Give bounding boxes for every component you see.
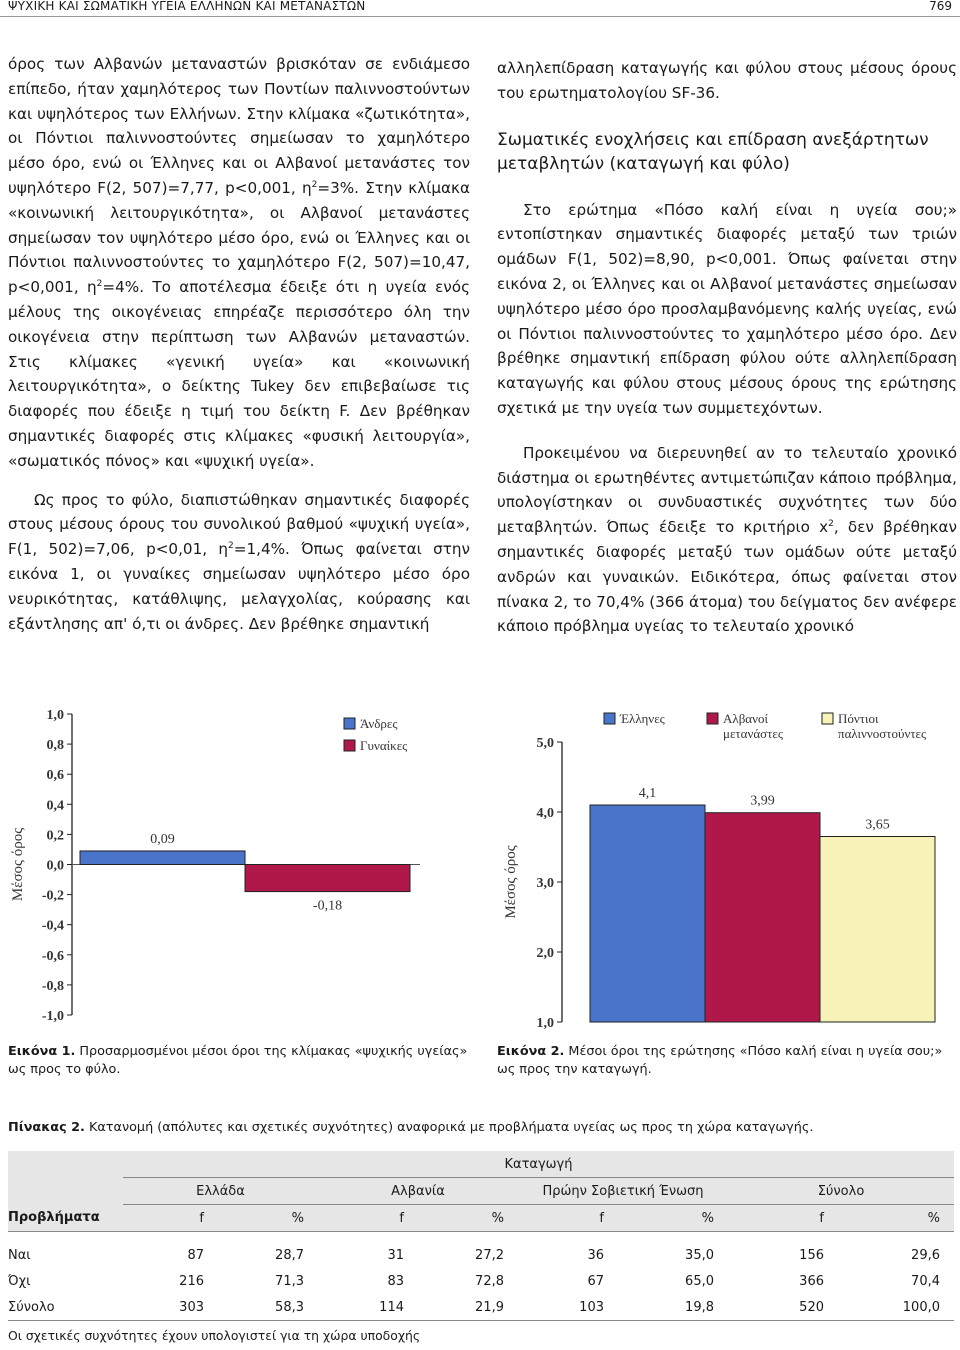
data-label: 0,09 bbox=[150, 831, 175, 847]
table-cell: 35,0 bbox=[685, 1247, 714, 1263]
bar bbox=[820, 837, 935, 1023]
row-header: Προβλήματα bbox=[8, 1210, 100, 1226]
sub-header: f bbox=[399, 1210, 404, 1226]
data-label: -0,18 bbox=[312, 898, 343, 914]
y-axis-title: Μέσος όρος bbox=[10, 827, 26, 902]
table-cell: 72,8 bbox=[475, 1273, 504, 1289]
legend-swatch bbox=[707, 713, 718, 724]
table-row bbox=[8, 1268, 954, 1294]
legend-label-line: μετανάστες bbox=[723, 726, 783, 741]
right-paragraph-1: αλληλεπίδραση καταγωγής και φύλου στους μέσους όρους του ερωτηματολογίου SF-36. bbox=[497, 59, 957, 102]
table-cell: 27,2 bbox=[475, 1247, 504, 1263]
legend-swatch bbox=[344, 740, 355, 751]
y-tick-label: 0,6 bbox=[46, 768, 64, 784]
table-caption: Πίνακας 2. Κατανομή (απόλυτες και σχετικές συχνότητες) αναφορικά με προβλήματα υγείας ως προς τη χώρα καταγωγής. bbox=[8, 1120, 814, 1135]
left-paragraph-1: όρος των Αλβανών μεταναστών βρισκόταν σε ενδιάμεσο επίπεδο, ήταν χαμηλότερος των Ποντίων παλιννοστούντων και υψηλότερος των Ελλήνων. Στην κλίμακα «ζωτικότητα», οι Πόντιοι παλιννοστούντες σημείωσαν το χαμηλότερο μέσο όρο, ενώ οι Έλληνες και οι Αλβανοί μετανάστες τον υψηλότερο F(2, 507)=7,77, p<0,001, $\eta^2=3\%$. Στην κλίμακα «κοινωνική λειτουργικότητα», οι Αλβανοί μετανάστες σημείωσαν τον υψηλότερο μέσο όρο, ενώ οι Έλληνες και οι Πόντιοι παλιννοστούντες το χαμηλότερο F(2, 507)=10,47, p<0,001, $\eta^2=4\%$. Το αποτέλεσμα έδειξε ότι η υγεία ενός μέλους της οικογένειας επηρέαζε περισσότερο όλη την οικογένεια στην περίπτωση των Αλβανών μεταναστών. Στις κλίμακες «γενική υγεία» και «κοινωνική λειτουργικότητα», ο δείκτης Tukey δεν επιβεβαίωσε τις διαφορές που έδειξε η τιμή του δείκτη F. Δεν βρέθηκαν σημαντικές διαφορές στις κλίμακες «φυσική λειτουργία», «σωματικός πόνος» και «ψυχική υγεία». bbox=[8, 55, 470, 470]
bar bbox=[590, 805, 705, 1022]
figure-1-caption: Εικόνα 1. Προσαρμοσμένοι μέσοι όροι της κλίμακας «ψυχικής υγείας» ως προς το φύλο. bbox=[8, 1044, 468, 1077]
right-paragraph-3: Προκειμένου να διερευνηθεί αν το τελευταίο χρονικό διάστημα οι ερωτηθέντες αντιμετώπιζαν κάποιο πρόβλημα, υπολογίστηκαν οι συνδυαστικές συχνότητες των δύο μεταβλητών. Όπως έδειξε το κριτήριο $x^2$, δεν βρέθηκαν σημαντικές διαφορές μεταξύ των ομάδων ούτε μεταξύ ανδρών και γυναικών. Ειδικότερα, όπως φαίνεται στον πίνακα 2, το 70,4% (366 άτομα) του δείγματος δεν ανέφερε κάποιο πρόβλημα υγείας το τελευταίο χρονικό bbox=[497, 443, 957, 636]
sub-header: % bbox=[491, 1210, 504, 1226]
table-cell: 29,6 bbox=[911, 1247, 940, 1263]
figure-1 bbox=[0, 696, 475, 1031]
y-tick-label: 5,0 bbox=[536, 736, 554, 751]
legend-label-line: παλιννοστούντες bbox=[838, 726, 927, 741]
legend-label: Άνδρες bbox=[360, 716, 398, 731]
sub-header: f bbox=[819, 1210, 824, 1226]
table-header-sub-row bbox=[8, 1205, 954, 1232]
y-tick-label: 1,0 bbox=[46, 708, 64, 723]
group-header: Σύνολο bbox=[728, 1178, 954, 1205]
table-cell: 65,0 bbox=[685, 1273, 714, 1289]
data-table bbox=[8, 1151, 954, 1321]
y-tick-label: 2,0 bbox=[536, 946, 554, 961]
y-tick-label: 1,0 bbox=[536, 1016, 554, 1031]
legend-swatch bbox=[344, 718, 355, 729]
legend-label bbox=[838, 711, 927, 741]
legend-label: Γυναίκες bbox=[360, 738, 408, 753]
bar bbox=[245, 865, 410, 892]
sub-header: f bbox=[199, 1210, 204, 1226]
table-cell: 103 bbox=[579, 1299, 604, 1315]
figure-1-chart bbox=[0, 696, 475, 1031]
y-tick-label: -0,2 bbox=[41, 888, 64, 904]
table-cell: 58,3 bbox=[275, 1299, 304, 1315]
y-tick-label: -0,6 bbox=[41, 948, 64, 964]
header-rule bbox=[0, 16, 960, 17]
legend-label-line: Πόντιοι bbox=[838, 711, 879, 726]
table-cell: 520 bbox=[799, 1299, 824, 1315]
legend-label bbox=[723, 711, 784, 741]
group-header: Πρώην Σοβιετική Ένωση bbox=[518, 1178, 728, 1205]
y-tick-label: 4,0 bbox=[536, 806, 554, 821]
table-cell: 156 bbox=[799, 1247, 824, 1263]
y-tick-label: 0,2 bbox=[46, 828, 64, 844]
sub-header: % bbox=[701, 1210, 714, 1226]
right-column bbox=[497, 56, 957, 639]
page-number: 769 bbox=[929, 0, 952, 13]
table-header-origin-row bbox=[8, 1151, 954, 1178]
table-cell: 21,9 bbox=[475, 1299, 504, 1315]
bar bbox=[80, 851, 245, 865]
left-paragraph-2: Ως προς το φύλο, διαπιστώθηκαν σημαντικές διαφορές στους μέσους όρους του συνολικού βαθμού «ψυχική υγεία», F(1, 502)=7,06, p<0,01, $\eta^2=1,4\%$. Όπως φαίνεται στην εικόνα 1, οι γυναίκες σημείωσαν υψηλότερο μέσο όρο νευρικότητας, κατάθλιψης, μελαγχολίας, κούρασης και εξάντλησης απ' ό,τι οι άνδρες. Δεν βρέθηκε σημαντική bbox=[8, 490, 470, 633]
running-title: ΨΥΧΙΚΗ ΚΑΙ ΣΩΜΑΤΙΚΗ ΥΓΕΙΑ ΕΛΛΗΝΩΝ ΚΑΙ ΜΕΤΑΝΑΣΤΩΝ bbox=[8, 0, 366, 13]
figure-2-chart bbox=[495, 700, 960, 1035]
row-label: Ναι bbox=[8, 1247, 31, 1263]
y-tick-label: -0,8 bbox=[41, 978, 64, 994]
sub-header: f bbox=[599, 1210, 604, 1226]
table-cell: 366 bbox=[799, 1273, 824, 1289]
table-cell: 19,8 bbox=[685, 1299, 714, 1315]
table-footnote: Οι σχετικές συχνότητες έχουν υπολογιστεί για τη χώρα υποδοχής bbox=[8, 1328, 421, 1343]
figure-2-caption: Εικόνα 2. Μέσοι όροι της ερώτησης «Πόσο καλή είναι η υγεία σου;» ως προς την καταγωγή. bbox=[497, 1044, 943, 1077]
row-label: Σύνολο bbox=[8, 1299, 55, 1315]
y-tick-label: 0,8 bbox=[46, 738, 64, 754]
table-cell: 31 bbox=[387, 1247, 404, 1263]
legend-swatch bbox=[822, 713, 833, 724]
origin-header: Καταγωγή bbox=[123, 1151, 954, 1178]
table-cell: 70,4 bbox=[911, 1273, 940, 1289]
table-cell: 67 bbox=[587, 1273, 604, 1289]
right-paragraph-2: Στο ερώτημα «Πόσο καλή είναι η υγεία σου;» εντοπίστηκαν σημαντικές διαφορές μεταξύ των τριών ομάδων F(1, 502)=8,90, p<0,001. Όπως φαίνεται στην εικόνα 2, οι Έλληνες και οι Αλβανοί μετανάστες σημείωσαν υψηλότερο μέσο όρο προσλαμβανόμενης καλής υγείας, ενώ οι Πόντιοι παλιννοστούντες το χαμηλότερο μέσο όρο. Δεν βρέθηκε σημαντική επίδραση φύλου ούτε αλληλεπίδραση καταγωγής και φύλου στους μέσους όρους της ερώτησης σχετικά με την υγεία των συμμετεχόντων. bbox=[497, 200, 957, 417]
table-row bbox=[8, 1232, 954, 1269]
data-label: 3,99 bbox=[750, 793, 775, 809]
table-cell: 83 bbox=[387, 1273, 404, 1289]
y-tick-label: -0,4 bbox=[41, 918, 64, 934]
y-tick-label: 3,0 bbox=[536, 876, 554, 891]
sub-header: % bbox=[927, 1210, 940, 1226]
table-cell: 87 bbox=[187, 1247, 204, 1263]
legend-swatch bbox=[604, 713, 615, 724]
section-subheading: Σωματικές ενοχλήσεις και επίδραση ανεξάρτητων μεταβλητών (καταγωγή και φύλο) bbox=[497, 129, 929, 174]
table-cell: 303 bbox=[179, 1299, 204, 1315]
figure-2 bbox=[495, 700, 960, 1035]
y-tick-label: -1,0 bbox=[41, 1009, 64, 1024]
legend-label: Έλληνες bbox=[620, 711, 665, 726]
left-column bbox=[8, 52, 470, 636]
table-cell: 114 bbox=[379, 1299, 404, 1315]
data-label: 3,65 bbox=[865, 817, 890, 833]
sub-header: % bbox=[291, 1210, 304, 1226]
legend-label-line: Αλβανοί bbox=[723, 711, 768, 726]
group-header: Αλβανία bbox=[318, 1178, 518, 1205]
group-header: Ελλάδα bbox=[123, 1178, 318, 1205]
table-header-group-row bbox=[8, 1178, 954, 1205]
table-cell: 36 bbox=[587, 1247, 604, 1263]
table-cell: 100,0 bbox=[902, 1299, 940, 1315]
y-axis-title: Μέσος όρος bbox=[503, 845, 519, 919]
table-cell: 216 bbox=[179, 1273, 204, 1289]
y-tick-label: 0,4 bbox=[46, 798, 64, 814]
y-tick-label: 0,0 bbox=[46, 858, 64, 874]
table-row bbox=[8, 1294, 954, 1321]
table-cell: 71,3 bbox=[275, 1273, 304, 1289]
data-label: 4,1 bbox=[638, 786, 657, 801]
row-label: Όχι bbox=[8, 1273, 31, 1289]
table-cell: 28,7 bbox=[275, 1247, 304, 1263]
bar bbox=[705, 813, 820, 1022]
